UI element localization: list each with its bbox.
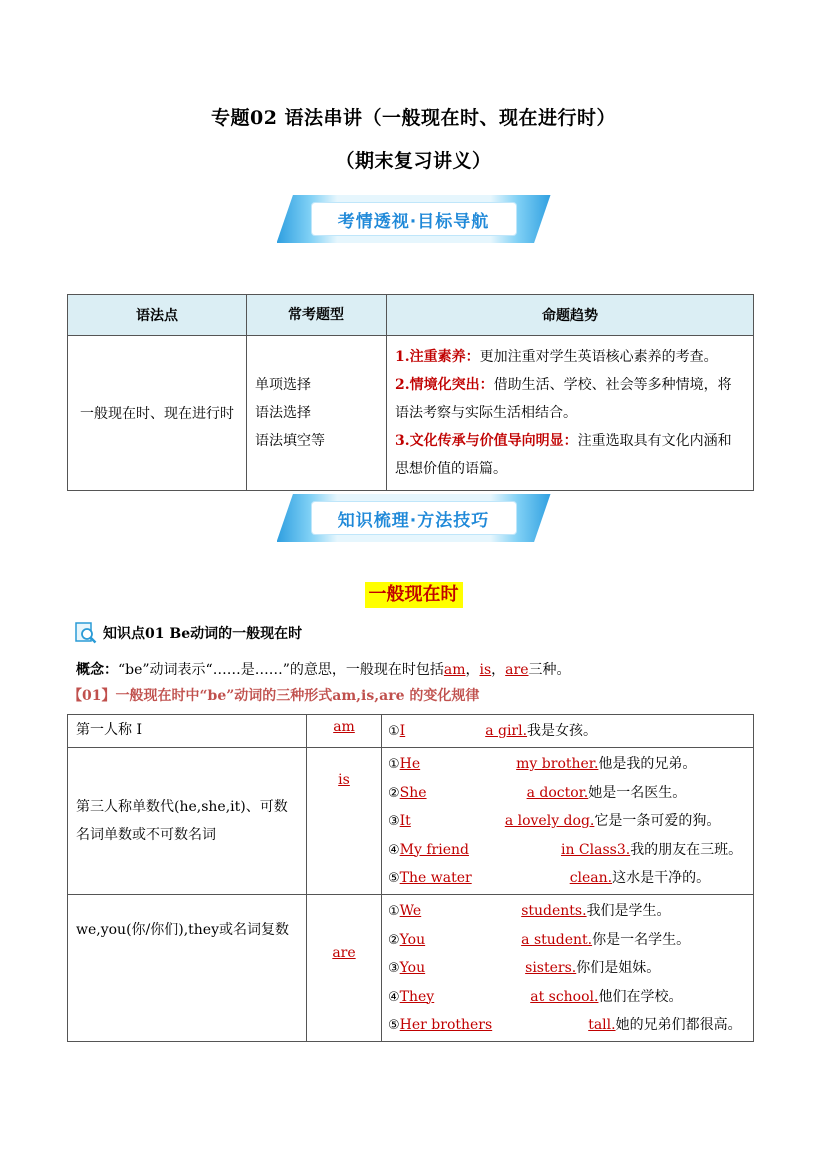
example-subject: It a lovely dog. [399,813,595,830]
trend-item [395,427,745,483]
example-sentence [388,954,747,982]
example-number: ② [388,785,400,801]
verb-cell [307,715,382,748]
trend-item [395,343,745,371]
examples-cell [382,895,754,1042]
example-subject: We students. [399,903,587,920]
example-translation: 他是我的兄弟。 [598,756,697,773]
verb-cell [307,895,382,1042]
trend-text: 注重选取具有文化内涵和思想价值的语篇。 [395,433,732,477]
example-translation: 我是女孩。 [527,723,598,739]
concept-line [76,659,571,679]
example-number: ④ [388,842,400,858]
example-number: ① [388,904,400,920]
banner-knowledge-methods [277,494,551,542]
example-sentence [388,897,747,925]
example-number: ⑤ [388,1017,400,1033]
table-row [68,748,754,895]
rule-title: 【01】一般现在时中“be”动词的三种形式am,is,are 的变化规律 [68,688,480,704]
subject-cell: 第三人称单数代(he,she,it)、可数名词单数或不可数名词 [68,748,307,895]
knowledge-point-title: 知识点01 Be动词的一般现在时 [103,626,303,642]
banner-knowledge-methods-label: 知识梳理·方法技巧 [312,502,516,534]
grammar-point-cell: 一般现在时、现在进行时 [68,336,247,491]
trend-text: 借助生活、学校、社会等多种情境，将语法考察与实际生活相结合。 [395,377,732,421]
example-sentence [388,983,747,1011]
example-sentence [388,926,747,954]
header-grammar-point: 语法点 [68,295,247,336]
concept-is: is [479,662,492,678]
trend-text: 更加注重对学生英语核心素养的考查。 [479,349,718,365]
example-subject: She a doctor. [399,784,589,801]
examples-cell [382,715,754,748]
question-type: 单项选择 [255,377,311,393]
concept-text: “be”动词表示“……是……”的意思，一般现在时包括 [118,662,444,678]
table-row [68,895,754,1042]
example-sentence [388,717,747,745]
subject-cell: 第一人称 I [68,715,307,748]
example-subject: You sisters. [399,960,577,977]
subject-cell: we,you(你/你们),they或名词复数 [68,895,307,1042]
example-number: ③ [388,961,400,977]
example-sentence [388,1011,747,1039]
trend-item [395,371,745,427]
concept-label: 概念： [76,662,118,678]
verb-form: is [338,772,350,789]
page-title: 专题02 语法串讲（一般现在时、现在进行时） [210,107,617,129]
verb-form: am [333,719,355,735]
example-number: ④ [388,989,400,1005]
example-translation: 她是一名医生。 [588,784,687,801]
page-subtitle: （期末复习讲义） [335,150,492,172]
concept-sep: ， [491,662,506,678]
example-translation: 他们在学校。 [598,988,683,1005]
question-type: 语法填空等 [255,433,325,449]
trend-label: 2.情境化突出： [395,377,494,393]
example-translation: 你们是姐妹。 [576,960,661,977]
concept-are: are [505,662,529,678]
concept-text-end: 三种。 [528,662,571,678]
example-sentence [388,750,747,778]
concept-am: am [443,662,466,678]
verb-cell [307,748,382,895]
trend-label: 1.注重素养： [395,349,480,365]
banner-exam-overview-label: 考情透视·目标导航 [312,203,516,235]
example-subject: He my brother. [399,756,599,773]
example-number: ⑤ [388,870,400,886]
trends-cell [387,336,754,491]
trend-label: 3.文化传承与价值导向明显： [395,433,578,449]
section-title: 一般现在时 [365,582,463,608]
example-sentence [388,807,747,835]
example-translation: 它是一条可爱的狗。 [594,813,721,830]
magnifier-document-icon [75,622,97,644]
header-trends: 命题趋势 [387,295,754,336]
example-subject: My friend in Class3. [399,841,631,858]
be-verb-table [67,714,754,1042]
verb-form: are [332,945,356,962]
header-question-types: 常考题型 [247,295,387,336]
example-number: ③ [388,814,400,830]
knowledge-point-heading [75,622,302,644]
example-subject: Her brothers tall. [399,1016,616,1033]
exam-trend-table [67,294,754,491]
example-sentence [388,836,747,864]
example-sentence [388,779,747,807]
question-type: 语法选择 [255,405,311,421]
table-row [68,715,754,748]
example-number: ① [388,724,400,739]
example-subject: They at school. [399,988,599,1005]
example-subject: I a girl. [399,723,528,739]
examples-cell [382,748,754,895]
example-number: ① [388,757,400,773]
example-translation: 你是一名学生。 [592,931,691,948]
example-translation: 这水是干净的。 [612,869,711,886]
example-translation: 她的兄弟们都很高。 [615,1016,742,1033]
example-subject: The water clean. [399,869,613,886]
example-translation: 我的朋友在三班。 [630,841,743,858]
concept-sep: ， [465,662,480,678]
question-types-cell [247,336,387,491]
banner-exam-overview [277,195,551,243]
example-sentence [388,864,747,892]
example-number: ② [388,932,400,948]
example-subject: You a student. [399,931,593,948]
example-translation: 我们是学生。 [586,903,671,920]
